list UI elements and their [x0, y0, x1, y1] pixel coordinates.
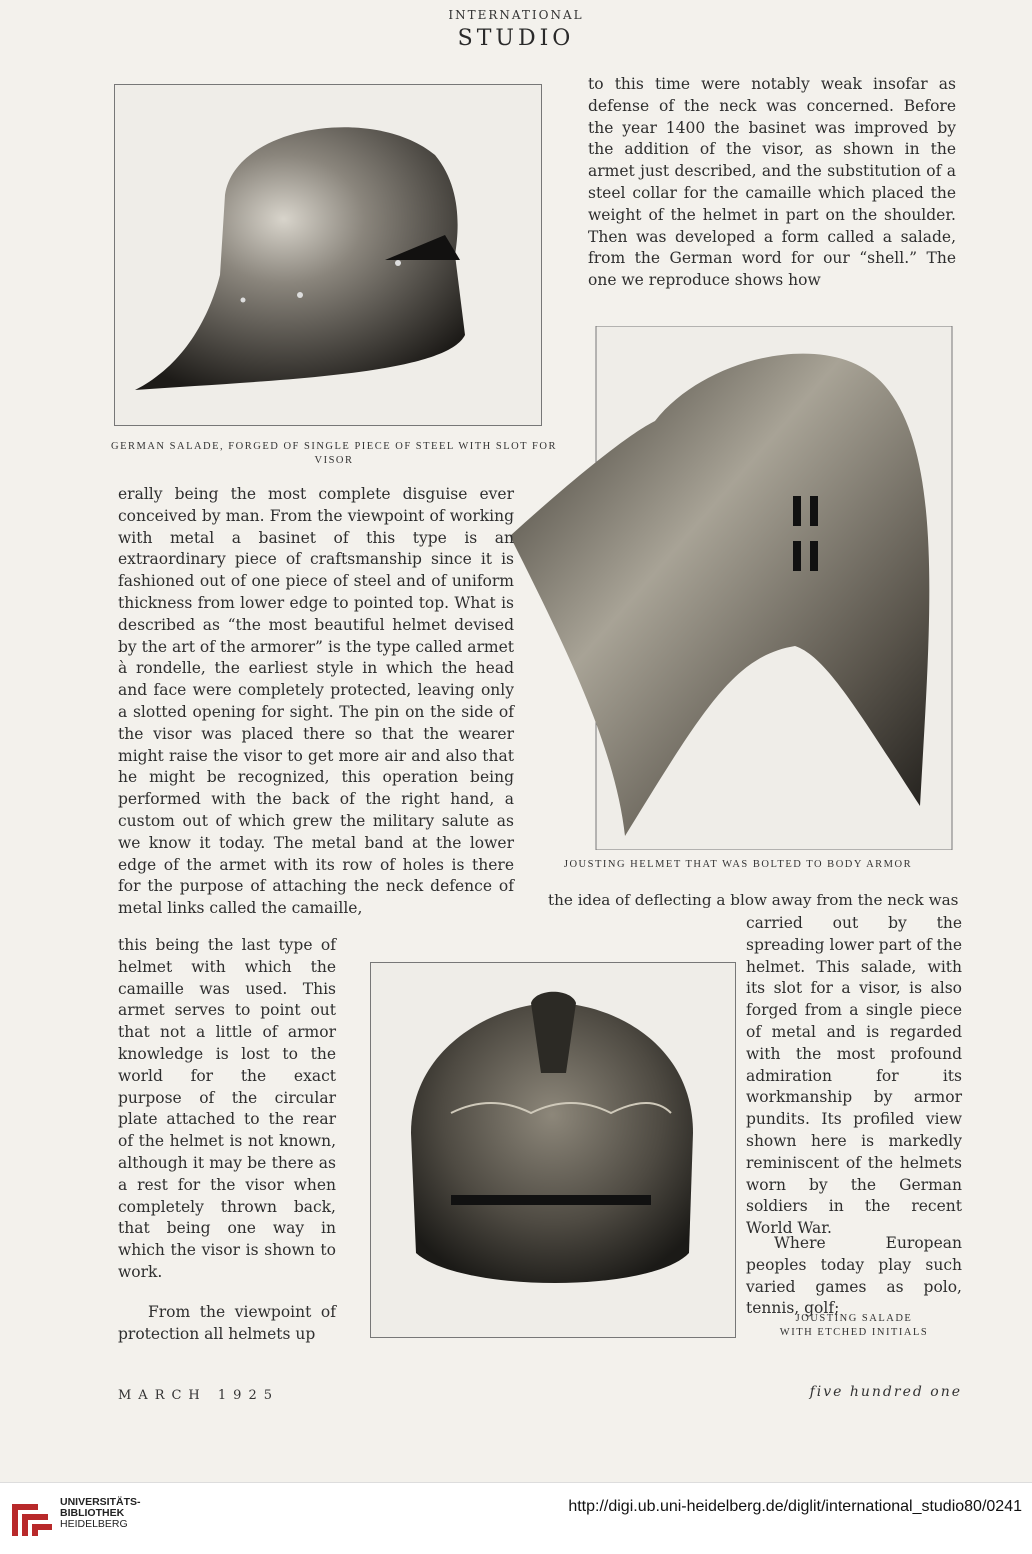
- text-right-narrow-2: Where European peoples today play such varied games as polo, tennis, golf;: [746, 1234, 962, 1318]
- library-logo-icon: [8, 1500, 54, 1540]
- caption-jousting-salade-1: JOUSTING SALADE: [795, 1313, 913, 1324]
- text-right-narrow: carried out by the spreading lower part of the helmet. This salade, with its slot for a visor, is also forged from a single piece of metal and is regarded with the most profound admiration for its workmanship by armor pundits. Its profiled view shown here is markedly reminiscent of the helmets worn by the German soldiers in the recent World War.: [746, 914, 962, 1238]
- photo-german-salade: [114, 84, 542, 426]
- masthead-title: STUDIO: [457, 26, 575, 51]
- footer-page-number: five hundred one: [809, 1384, 962, 1400]
- text-right-top: to this time were notably weak insofar as defense of the neck was concerned. Before the year 1400 the basinet was improved by the addition of the visor, as shown in the armet just described, and the substitution of a steel collar for the camaille which placed the weight of the helmet in part on the shoulder. Then was developed a form called a salade, from the German word for our “shell.” The one we reproduce shows how: [588, 75, 956, 290]
- caption-jousting-salade-2: WITH ETCHED INITIALS: [779, 1327, 929, 1338]
- library-name: [60, 1497, 141, 1530]
- text-left: erally being the most complete disguise ever conceived by man. From the viewpoint of working with metal a basinet of this type is an extraordinary piece of craftsmanship since it is fashioned out of one piece of steel and of uniform thickness from lower edge to pointed top. What is described as “the most beautiful helmet devised by the art of the armorer” is the type called armet à rondelle, the earliest style in which the head and face were completely protected, leaving only a slotted opening for sight. The pin on the side of the visor was placed there so that the wearer might raise the visor to get more air and also that he might be recognized, this operation being performed with the back of the right hand, a custom out of which grew the military salute as we know it today. The metal band at the lower edge of the armet with its row of holes is there for the purpose of attaching the neck defence of metal links called the camaille,: [118, 485, 514, 918]
- text-right-mid-line: the idea of deflecting a blow away from the neck was: [548, 891, 959, 909]
- text-left-narrow: this being the last type of helmet with which the camaille was used. This armet serves to point out that not a little of armor knowledge is lost to the world for the exact purpose of the circular plate attached to the rear of the helmet is not known, although it may be there as a rest for the visor when completely thrown back, that being one way in which the visor is shown to work.: [118, 936, 336, 1281]
- photo-jousting-salade: [370, 962, 736, 1338]
- caption-jousting-helmet: JOUSTING HELMET THAT WAS BOLTED TO BODY ARMOR: [563, 859, 913, 870]
- library-name-line2: BIBLIOTHEK: [60, 1507, 125, 1519]
- caption-salade: GERMAN SALADE, FORGED OF SINGLE PIECE OF STEEL WITH SLOT FOR VISOR: [111, 441, 557, 466]
- text-left-narrow-2: From the viewpoint of protection all helmets up: [118, 1303, 336, 1343]
- library-name-line3: HEIDELBERG: [60, 1518, 128, 1530]
- helmet-jousting-salade-illustration: [371, 963, 735, 1337]
- helmet-salade-illustration: [115, 85, 541, 425]
- library-bar: [0, 1482, 1032, 1554]
- masthead-top: INTERNATIONAL: [448, 8, 584, 22]
- helmet-jousting-illustration: [505, 326, 955, 850]
- library-name-line1: UNIVERSITÄTS-: [60, 1496, 141, 1508]
- footer-date: MARCH 1925: [118, 1388, 279, 1403]
- source-url-link[interactable]: http://digi.ub.uni-heidelberg.de/diglit/international_studio80/0241: [568, 1498, 1022, 1515]
